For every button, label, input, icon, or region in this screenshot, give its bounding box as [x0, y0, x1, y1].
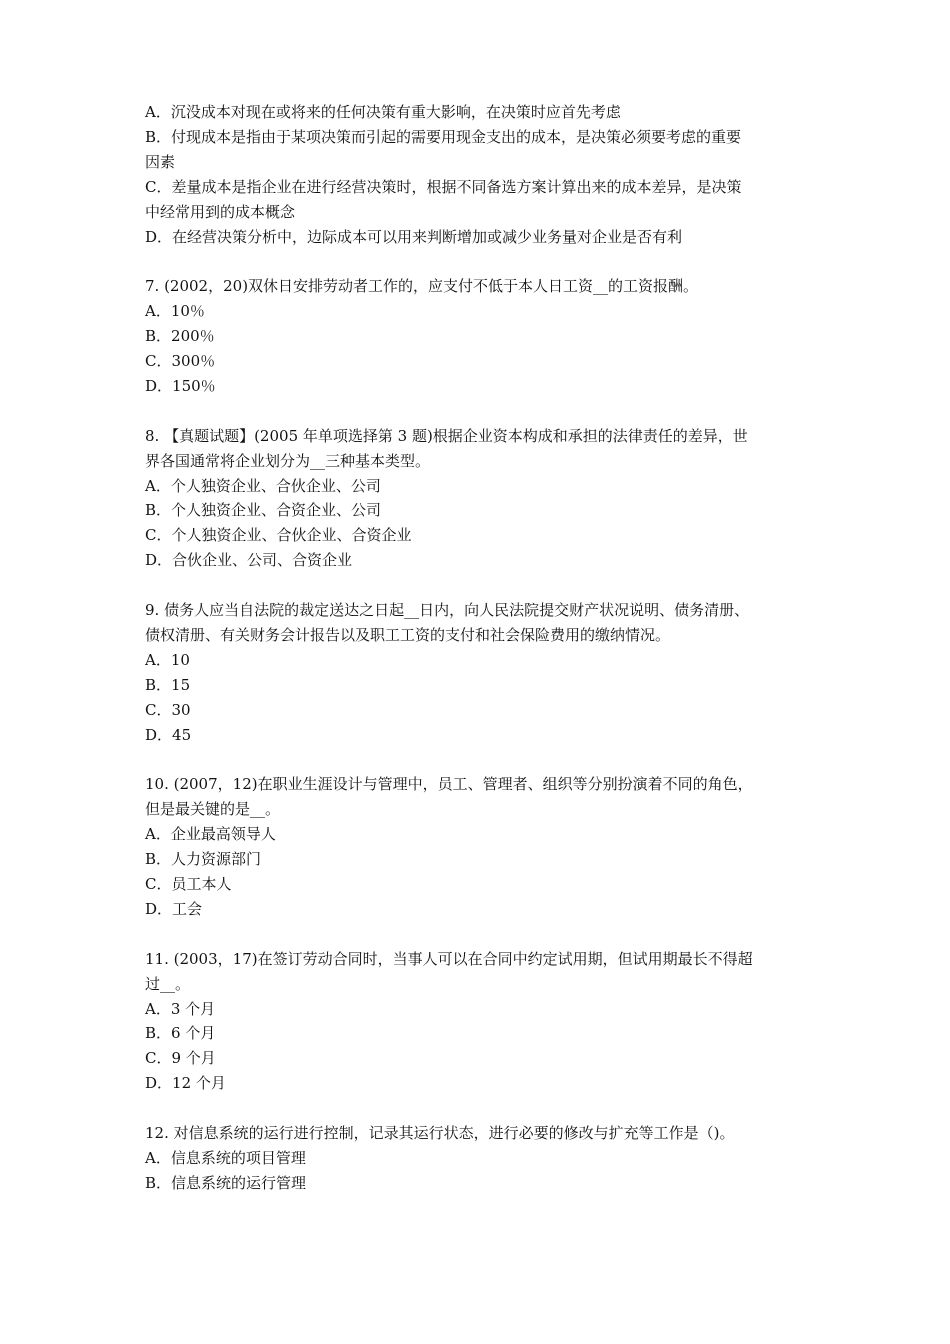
option-line: 中经常用到的成本概念	[145, 202, 296, 221]
option-a: A．信息系统的项目管理	[145, 1148, 306, 1167]
spacer	[145, 1096, 815, 1121]
option-a: A．企业最高领导人	[145, 825, 276, 844]
option-b: B．6 个月	[145, 1024, 216, 1043]
option-c: C．300％	[145, 352, 216, 371]
question-stem: 9. 债务人应当自法院的裁定送达之日起__日内，向人民法院提交财产状况说明、债务清册、	[145, 601, 750, 620]
question-stem: 7. (2002，20)双休日安排劳动者工作的，应支付不低于本人日工资__的工资报酬。	[145, 277, 699, 296]
spacer	[145, 249, 815, 274]
option-a: A．3 个月	[145, 999, 216, 1018]
option-c: C．个人独资企业、合伙企业、合资企业	[145, 526, 412, 545]
question-stem: 过__。	[145, 974, 191, 993]
option-d: D．工会	[145, 899, 203, 918]
spacer	[145, 748, 815, 773]
question-6-options	[145, 100, 815, 249]
option-a: A．10	[145, 650, 190, 669]
option-d: D．45	[145, 725, 192, 744]
document-page	[145, 100, 815, 1196]
question-9	[145, 598, 815, 747]
spacer	[145, 573, 815, 598]
question-12	[145, 1121, 815, 1196]
question-stem: 界各国通常将企业划分为__三种基本类型。	[145, 451, 431, 470]
option-a: A．10％	[145, 302, 205, 321]
option-d: D．150％	[145, 376, 216, 395]
option-b: B．人力资源部门	[145, 850, 262, 869]
question-stem: 12. 对信息系统的运行进行控制，记录其运行状态，进行必要的修改与扩充等工作是（)。	[145, 1124, 735, 1143]
option-line: A．沉没成本对现在或将来的任何决策有重大影响，在决策时应首先考虑	[145, 103, 621, 121]
option-line: C．差量成本是指企业在进行经营决策时，根据不同备选方案计算出来的成本差异，是决策	[145, 177, 742, 196]
option-d: D．合伙企业、公司、合资企业	[145, 551, 353, 570]
question-7	[145, 274, 815, 399]
option-line: B．付现成本是指由于某项决策而引起的需要用现金支出的成本，是决策必须要考虑的重要	[145, 127, 742, 146]
question-8	[145, 424, 815, 573]
question-10	[145, 772, 815, 921]
option-line: 因素	[145, 152, 176, 171]
question-stem: 11. (2003，17)在签订劳动合同时，当事人可以在合同中约定试用期，但试用期最长不得超	[145, 949, 753, 968]
option-d: D．12 个月	[145, 1074, 226, 1093]
option-a: A．个人独资企业、合伙企业、公司	[145, 476, 381, 495]
option-b: B．200％	[145, 327, 215, 346]
question-stem: 但是最关键的是__。	[145, 800, 281, 819]
option-b: B．个人独资企业、合资企业、公司	[145, 501, 382, 520]
question-stem: 8. 【真题试题】(2005 年单项选择第 3 题)根据企业资本构成和承担的法律责任的差异，世	[145, 426, 748, 445]
option-c: C．30	[145, 700, 191, 719]
question-11	[145, 947, 815, 1096]
option-c: C．员工本人	[145, 875, 232, 894]
question-stem: 债权清册、有关财务会计报告以及职工工资的支付和社会保险费用的缴纳情况。	[145, 625, 671, 644]
spacer	[145, 399, 815, 424]
question-stem: 10. (2007，12)在职业生涯设计与管理中，员工、管理者、组织等分别扮演着不同的角色，	[145, 775, 753, 794]
option-b: B．15	[145, 675, 191, 694]
option-line: D．在经营决策分析中，边际成本可以用来判断增加或减少业务量对企业是否有利	[145, 227, 683, 246]
option-b: B．信息系统的运行管理	[145, 1173, 307, 1192]
spacer	[145, 922, 815, 947]
option-c: C．9 个月	[145, 1049, 216, 1068]
